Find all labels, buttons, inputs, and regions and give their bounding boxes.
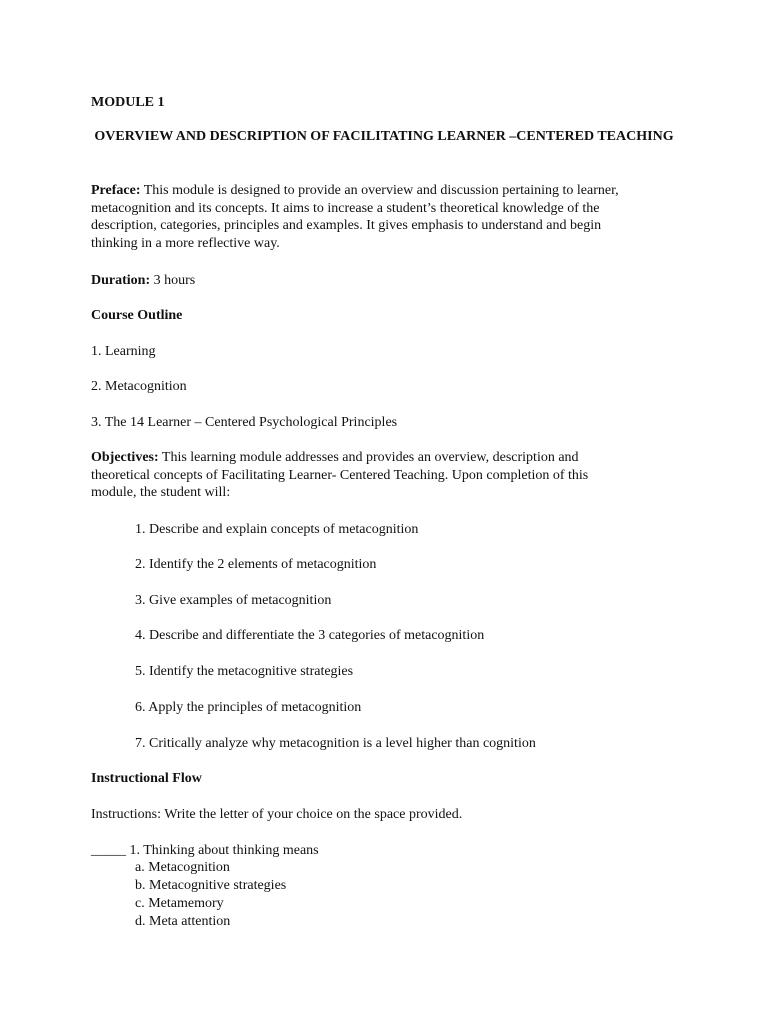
- objectives-line: theoretical concepts of Facilitating Learner- Centered Teaching. Upon completion of this: [91, 467, 589, 483]
- answer-choice: a. Metacognition: [135, 860, 230, 875]
- course-outline-heading: Course Outline: [91, 308, 183, 323]
- answer-choice: d. Meta attention: [135, 914, 231, 929]
- objectives-line: This learning module addresses and provides an overview, description and: [158, 450, 579, 465]
- preface-line: This module is designed to provide an overview and discussion pertaining to learner,: [140, 183, 619, 198]
- question-text: 1. Thinking about thinking means: [126, 843, 319, 858]
- answer-choice: b. Metacognitive strategies: [135, 878, 287, 893]
- objective-item: 6. Apply the principles of metacognition: [135, 700, 362, 715]
- answer-blank: _____: [91, 843, 126, 858]
- instructional-flow-heading: Instructional Flow: [91, 771, 202, 786]
- objective-item: 3. Give examples of metacognition: [135, 593, 332, 608]
- duration-value: 3 hours: [150, 273, 196, 288]
- objective-item: 2. Identify the 2 elements of metacognition: [135, 557, 377, 572]
- preface-paragraph: [91, 182, 651, 252]
- question-line: [91, 842, 319, 860]
- course-outline-item: 3. The 14 Learner – Centered Psychological Principles: [91, 415, 398, 430]
- instructions-text: Instructions: Write the letter of your choice on the space provided.: [91, 807, 463, 822]
- objective-item: 5. Identify the metacognitive strategies: [135, 664, 354, 679]
- objectives-label: Objectives:: [91, 450, 159, 465]
- duration-label: Duration:: [91, 273, 151, 288]
- preface-line: thinking in a more reflective way.: [91, 235, 280, 251]
- module-label: MODULE 1: [91, 95, 165, 110]
- duration-line: [91, 272, 195, 290]
- objective-item: 4. Describe and differentiate the 3 categories of metacognition: [135, 628, 485, 643]
- preface-label: Preface:: [91, 183, 141, 198]
- preface-line: metacognition and its concepts. It aims to increase a student’s theoretical knowledge of the: [91, 200, 600, 216]
- preface-line: description, categories, principles and examples. It gives emphasis to understand and begin: [91, 218, 602, 233]
- objective-item: 1. Describe and explain concepts of metacognition: [135, 522, 419, 537]
- objective-item: 7. Critically analyze why metacognition is a level higher than cognition: [135, 736, 536, 751]
- course-outline-item: 1. Learning: [91, 344, 156, 359]
- document-title: OVERVIEW AND DESCRIPTION OF FACILITATING LEARNER –CENTERED TEACHING: [94, 129, 674, 144]
- answer-choice: c. Metamemory: [135, 896, 224, 911]
- course-outline-item: 2. Metacognition: [91, 379, 187, 394]
- objectives-paragraph: [91, 449, 651, 502]
- objectives-line: module, the student will:: [91, 485, 231, 500]
